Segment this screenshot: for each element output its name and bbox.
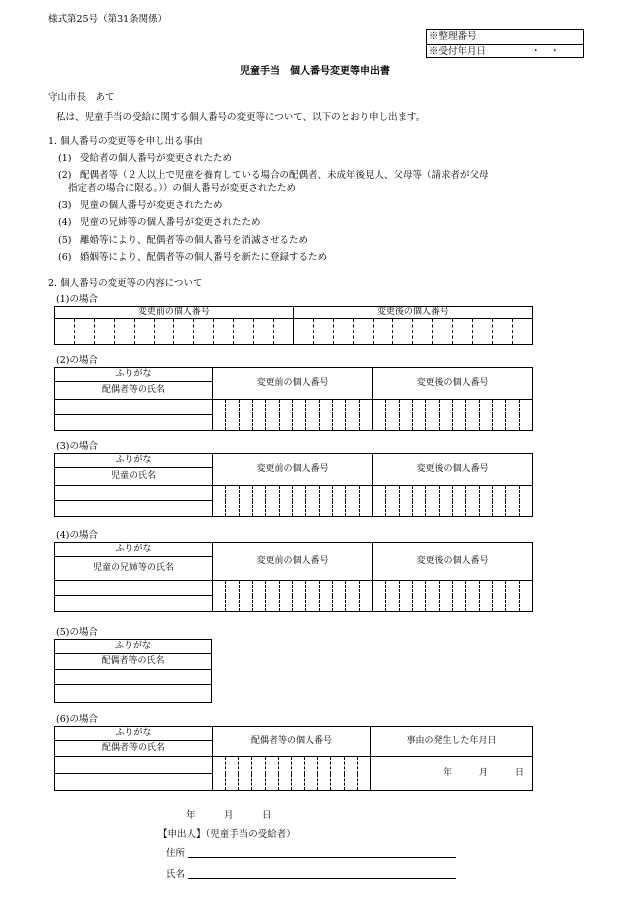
case4-table	[54, 542, 533, 612]
address-label: 住所	[166, 848, 186, 859]
occurred-date-input[interactable]: 年 月 日	[371, 757, 533, 791]
digit-box[interactable]	[114, 319, 134, 345]
intro-text: 私は、児童手当の受給に関する個人番号の変更等について、以下のとおり申し出ます。	[56, 112, 426, 123]
sibling-name-header: 児童の兄姉等の氏名	[55, 557, 213, 581]
addressee: 守山市長 あて	[48, 92, 115, 103]
reason-1-num: (1)	[58, 153, 72, 164]
case6-label: (6)の場合	[56, 714, 98, 725]
section1-heading: 1. 個人番号の変更等を申し出る事由	[48, 136, 203, 147]
digit-box[interactable]	[357, 757, 370, 791]
before-number-header: 変更前の個人番号	[213, 454, 373, 486]
digit-box[interactable]	[426, 486, 439, 517]
reason-4-num: (4)	[58, 217, 72, 228]
digit-box[interactable]	[291, 757, 304, 791]
digit-box[interactable]	[452, 400, 465, 431]
office-use-box	[426, 29, 584, 58]
digit-box[interactable]	[412, 486, 425, 517]
digit-box[interactable]	[519, 581, 532, 612]
digit-box[interactable]	[492, 319, 512, 345]
digit-box[interactable]	[319, 581, 332, 612]
digit-box[interactable]	[254, 319, 274, 345]
before-number-header: 変更前の個人番号	[213, 543, 373, 581]
case1-table	[54, 306, 533, 345]
digit-box[interactable]	[74, 319, 94, 345]
digit-box[interactable]	[319, 486, 332, 517]
digit-box[interactable]	[412, 400, 425, 431]
digit-box[interactable]	[252, 757, 265, 791]
furigana-input[interactable]	[55, 581, 213, 596]
digit-box[interactable]	[292, 400, 305, 431]
digit-box[interactable]	[479, 486, 492, 517]
name-input[interactable]	[55, 596, 213, 612]
case5-label: (5)の場合	[56, 627, 98, 638]
digit-box[interactable]	[344, 757, 357, 791]
after-number-header: 変更後の個人番号	[293, 307, 532, 319]
digit-box[interactable]	[239, 581, 252, 612]
digit-box[interactable]	[399, 581, 412, 612]
spouse-name-header: 配偶者等の氏名	[55, 654, 212, 670]
digit-box[interactable]	[346, 400, 359, 431]
digit-box[interactable]	[331, 757, 344, 791]
digit-box[interactable]	[492, 400, 505, 431]
case6-table	[54, 726, 533, 791]
digit-box[interactable]	[278, 757, 291, 791]
digit-box[interactable]	[213, 400, 226, 431]
digit-box[interactable]	[252, 581, 265, 612]
digit-box[interactable]	[413, 319, 433, 345]
seiri-label: ※整理番号	[429, 31, 477, 42]
spouse-number-header: 配偶者等の個人番号	[213, 727, 371, 757]
digit-box[interactable]	[506, 400, 519, 431]
furigana-input[interactable]	[55, 486, 213, 501]
digit-box[interactable]	[234, 319, 254, 345]
digit-box[interactable]	[479, 400, 492, 431]
occurred-date-header: 事由の発生した年月日	[371, 727, 533, 757]
digit-box[interactable]	[412, 581, 425, 612]
digit-box[interactable]	[226, 486, 239, 517]
case4-label: (4)の場合	[56, 530, 98, 541]
digit-box[interactable]	[292, 581, 305, 612]
digit-box[interactable]	[213, 486, 226, 517]
digit-box[interactable]	[332, 486, 345, 517]
applicant-label: 【申出人】（児童手当の受給者）	[158, 829, 296, 840]
name-label: 氏名	[166, 869, 186, 880]
digit-box[interactable]	[293, 319, 313, 345]
digit-box[interactable]	[372, 400, 385, 431]
furigana-input[interactable]	[55, 670, 212, 685]
digit-box[interactable]	[332, 400, 345, 431]
reason-1-text: 受給者の個人番号が変更されたため	[80, 153, 233, 164]
digit-box[interactable]	[279, 486, 292, 517]
digit-box[interactable]	[386, 581, 399, 612]
name-input[interactable]	[55, 501, 213, 517]
digit-box[interactable]	[359, 486, 372, 517]
digit-box[interactable]	[265, 757, 278, 791]
digit-box[interactable]	[372, 581, 385, 612]
case5-table	[54, 639, 212, 703]
furigana-header: ふりがな	[55, 368, 213, 382]
case2-table	[54, 367, 533, 431]
digit-box[interactable]	[386, 486, 399, 517]
digit-box[interactable]	[466, 581, 479, 612]
digit-box[interactable]	[55, 319, 75, 345]
digit-box[interactable]	[318, 757, 331, 791]
digit-box[interactable]	[359, 581, 372, 612]
after-number-header: 変更後の個人番号	[372, 368, 532, 400]
digit-box[interactable]	[279, 400, 292, 431]
digit-box[interactable]	[279, 581, 292, 612]
digit-box[interactable]	[239, 757, 252, 791]
digit-box[interactable]	[359, 400, 372, 431]
digit-box[interactable]	[433, 319, 453, 345]
digit-box[interactable]	[452, 486, 465, 517]
furigana-header: ふりがな	[55, 640, 212, 654]
page-title: 児童手当 個人番号変更等申出書	[240, 66, 390, 77]
digit-box[interactable]	[266, 400, 279, 431]
digit-box[interactable]	[134, 319, 154, 345]
digit-box[interactable]	[319, 400, 332, 431]
digit-box[interactable]	[512, 319, 532, 345]
reason-6-text: 婚姻等により、配偶者等の個人番号を新たに登録するため	[80, 252, 328, 263]
digit-box[interactable]	[313, 319, 333, 345]
address-input[interactable]	[188, 846, 456, 858]
digit-box[interactable]	[332, 581, 345, 612]
digit-box[interactable]	[305, 757, 318, 791]
case2-label: (2)の場合	[56, 355, 98, 366]
before-number-header: 変更前の個人番号	[213, 368, 373, 400]
child-name-header: 児童の氏名	[55, 468, 213, 486]
digit-box[interactable]	[393, 319, 413, 345]
digit-box[interactable]	[439, 581, 452, 612]
digit-box[interactable]	[453, 319, 473, 345]
name-input[interactable]	[55, 685, 212, 703]
digit-box[interactable]	[214, 319, 234, 345]
form-number: 様式第25号（第31条関係）	[48, 14, 168, 25]
digit-box[interactable]	[333, 319, 353, 345]
date-dots: ・ ・	[531, 46, 560, 57]
digit-box[interactable]	[353, 319, 373, 345]
name-input[interactable]	[55, 774, 213, 791]
digit-box[interactable]	[426, 581, 439, 612]
name-input[interactable]	[55, 415, 213, 431]
digit-box[interactable]	[399, 400, 412, 431]
reason-5-num: (5)	[58, 235, 72, 246]
digit-box[interactable]	[466, 486, 479, 517]
digit-box[interactable]	[479, 581, 492, 612]
digit-box[interactable]	[473, 319, 493, 345]
digit-box[interactable]	[519, 486, 532, 517]
digit-box[interactable]	[492, 486, 505, 517]
digit-box[interactable]	[266, 486, 279, 517]
digit-box[interactable]	[506, 581, 519, 612]
furigana-header: ふりがな	[55, 454, 213, 468]
digit-box[interactable]	[346, 486, 359, 517]
reason-6-num: (6)	[58, 252, 72, 263]
digit-box[interactable]	[372, 486, 385, 517]
reason-2-cont: 指定者の場合に限る。））の個人番号が変更されたため	[68, 183, 297, 194]
furigana-input[interactable]	[55, 400, 213, 415]
spouse-name-header: 配偶者等の氏名	[55, 741, 213, 757]
digit-box[interactable]	[174, 319, 194, 345]
reason-2-text: 配偶者等（２人以上で児童を養育している場合の配偶者、未成年後見人、父母等（請求者が父母	[80, 170, 489, 181]
digit-box[interactable]	[439, 400, 452, 431]
reason-3-text: 児童の個人番号が変更されたため	[80, 200, 223, 211]
digit-box[interactable]	[239, 486, 252, 517]
spouse-name-header: 配偶者等の氏名	[55, 382, 213, 400]
digit-box[interactable]	[452, 581, 465, 612]
reason-4-text: 児童の兄姉等の個人番号が変更されたため	[80, 217, 261, 228]
section2-heading: 2. 個人番号の変更等の内容について	[48, 278, 203, 289]
case1-label: (1)の場合	[56, 294, 98, 305]
case3-table	[54, 453, 533, 517]
furigana-input[interactable]	[55, 757, 213, 774]
digit-box[interactable]	[226, 400, 239, 431]
digit-box[interactable]	[306, 400, 319, 431]
digit-box[interactable]	[346, 581, 359, 612]
digit-box[interactable]	[252, 486, 265, 517]
digit-box[interactable]	[252, 400, 265, 431]
digit-box[interactable]	[273, 319, 293, 345]
digit-box[interactable]	[399, 486, 412, 517]
digit-box[interactable]	[154, 319, 174, 345]
uketsuke-label: ※受付年月日	[429, 46, 487, 57]
digit-box[interactable]	[492, 581, 505, 612]
digit-box[interactable]	[226, 757, 239, 791]
digit-box[interactable]	[239, 400, 252, 431]
digit-box[interactable]	[386, 400, 399, 431]
digit-box[interactable]	[426, 400, 439, 431]
digit-box[interactable]	[519, 400, 532, 431]
digit-box[interactable]	[292, 486, 305, 517]
digit-box[interactable]	[266, 581, 279, 612]
digit-box[interactable]	[194, 319, 214, 345]
digit-box[interactable]	[226, 581, 239, 612]
applicant-name-input[interactable]	[188, 867, 456, 879]
after-number-header: 変更後の個人番号	[372, 454, 532, 486]
digit-box[interactable]	[306, 486, 319, 517]
furigana-header: ふりがな	[55, 727, 213, 741]
digit-box[interactable]	[94, 319, 114, 345]
furigana-header: ふりがな	[55, 543, 213, 557]
before-number-header: 変更前の個人番号	[55, 307, 294, 319]
reason-2-num: (2)	[58, 170, 72, 181]
digit-box[interactable]	[213, 581, 226, 612]
digit-box[interactable]	[213, 757, 226, 791]
submit-date: 年 月 日	[186, 810, 272, 821]
case3-label: (3)の場合	[56, 441, 98, 452]
digit-box[interactable]	[466, 400, 479, 431]
digit-box[interactable]	[439, 486, 452, 517]
reason-3-num: (3)	[58, 200, 72, 211]
reason-5-text: 離婚等により、配偶者等の個人番号を消滅させるため	[80, 235, 309, 246]
after-number-header: 変更後の個人番号	[372, 543, 532, 581]
digit-box[interactable]	[373, 319, 393, 345]
digit-box[interactable]	[506, 486, 519, 517]
digit-box[interactable]	[306, 581, 319, 612]
